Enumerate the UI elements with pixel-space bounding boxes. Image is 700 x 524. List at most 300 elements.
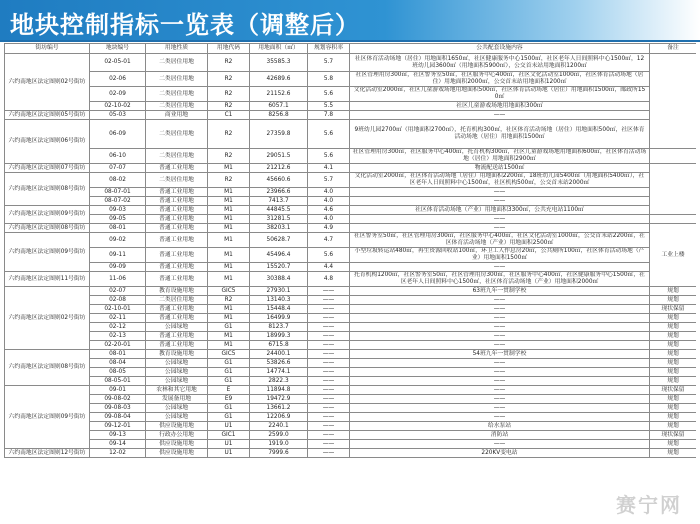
- land-code-cell: M1: [208, 215, 250, 224]
- far-cell: 5.6: [308, 248, 350, 263]
- land-code-cell: G1: [208, 323, 250, 332]
- lot-id-cell: 09-01: [90, 386, 146, 395]
- land-use-cell: 供应设施用地: [146, 422, 208, 431]
- header-street: 街坊编号: [5, 44, 90, 54]
- header-lot: 地块编号: [90, 44, 146, 54]
- land-use-cell: 二类居住用地: [146, 72, 208, 87]
- lot-id-cell: 09-13: [90, 431, 146, 440]
- table-row: [5, 413, 697, 422]
- area-cell: 6715.8: [250, 341, 308, 350]
- land-use-cell: 普通工业用地: [146, 164, 208, 173]
- land-code-cell: U1: [208, 449, 250, 458]
- land-code-cell: G1: [208, 368, 250, 377]
- table-row: [5, 341, 697, 350]
- note-cell: [650, 54, 697, 149]
- area-cell: 7999.6: [250, 449, 308, 458]
- lot-id-cell: 09-05: [90, 215, 146, 224]
- land-use-cell: 公园绿地: [146, 368, 208, 377]
- land-use-cell: 普通工业用地: [146, 224, 208, 233]
- note-cell: 规划: [650, 368, 697, 377]
- note-cell: 规划: [650, 404, 697, 413]
- land-use-cell: 二类居住用地: [146, 54, 208, 72]
- far-cell: ——: [308, 341, 350, 350]
- lot-id-cell: 08-02: [90, 173, 146, 188]
- land-code-cell: M1: [208, 164, 250, 173]
- table-row: [5, 440, 697, 449]
- lot-id-cell: 05-03: [90, 111, 146, 120]
- street-block-cell: 六约南地区法定图则02号街坊: [5, 54, 90, 111]
- lot-id-cell: 09-02: [90, 233, 146, 248]
- table-row: [5, 305, 697, 314]
- note-cell: 规划: [650, 296, 697, 305]
- table-row: [5, 72, 697, 87]
- land-code-cell: M1: [208, 272, 250, 287]
- area-cell: 2822.3: [250, 377, 308, 386]
- table-row: [5, 263, 697, 272]
- table-row: [5, 224, 697, 233]
- facilities-cell: ——: [350, 332, 650, 341]
- land-use-cell: 教育设施用地: [146, 287, 208, 296]
- far-cell: 4.4: [308, 263, 350, 272]
- far-cell: 4.0: [308, 188, 350, 197]
- area-cell: 15448.4: [250, 305, 308, 314]
- note-cell: 规划: [650, 413, 697, 422]
- area-cell: 19472.9: [250, 395, 308, 404]
- street-block-cell: 六约南地区法定图则09号街坊: [5, 206, 90, 224]
- land-code-cell: M1: [208, 332, 250, 341]
- header-land-code: 用地代码: [208, 44, 250, 54]
- facilities-cell: ——: [350, 263, 650, 272]
- facilities-cell: 社区儿童游戏场地用地面积300㎡: [350, 102, 650, 111]
- land-code-cell: M1: [208, 224, 250, 233]
- lot-id-cell: 02-07: [90, 287, 146, 296]
- land-use-cell: 公园绿地: [146, 413, 208, 422]
- facilities-cell: ——: [350, 111, 650, 120]
- note-cell: 规划: [650, 395, 697, 404]
- area-cell: 44845.5: [250, 206, 308, 215]
- table-row: [5, 206, 697, 215]
- land-use-cell: 普通工业用地: [146, 215, 208, 224]
- street-block-cell: 六约南地区法定图则05号街坊: [5, 111, 90, 120]
- note-cell: 规划: [650, 422, 697, 431]
- far-cell: ——: [308, 314, 350, 323]
- table-row: [5, 350, 697, 359]
- land-code-cell: R2: [208, 296, 250, 305]
- table-row: [5, 296, 697, 305]
- lot-id-cell: 06-10: [90, 149, 146, 164]
- area-cell: 8256.8: [250, 111, 308, 120]
- land-use-cell: 普通工业用地: [146, 248, 208, 263]
- facilities-cell: 社区管理用房300㎡，社区服务中心400㎡，托育机构300㎡，社区儿童游戏场地用地面积600㎡，社区体育活动场地（居住）用地面积2900㎡: [350, 149, 650, 164]
- table-row: [5, 54, 697, 72]
- table-row: [5, 422, 697, 431]
- land-use-cell: 普通工业用地: [146, 233, 208, 248]
- land-use-cell: 发展备用地: [146, 395, 208, 404]
- facilities-cell: ——: [350, 314, 650, 323]
- land-code-cell: R2: [208, 102, 250, 111]
- land-use-cell: 普通工业用地: [146, 305, 208, 314]
- land-use-cell: 普通工业用地: [146, 272, 208, 287]
- facilities-cell: 社区体育活动场地（产业）用地面积3300㎡，公共充电站1100㎡: [350, 206, 650, 215]
- area-cell: 35585.3: [250, 54, 308, 72]
- land-use-cell: 二类居住用地: [146, 120, 208, 149]
- land-use-cell: 农林和其它用地: [146, 386, 208, 395]
- table-row: [5, 386, 697, 395]
- facilities-cell: ——: [350, 413, 650, 422]
- far-cell: 7.8: [308, 111, 350, 120]
- note-cell: 现状保留: [650, 386, 697, 395]
- far-cell: 4.0: [308, 197, 350, 206]
- lot-id-cell: 02-12: [90, 323, 146, 332]
- lot-id-cell: 02-08: [90, 296, 146, 305]
- street-block-cell: 六约南地区法定图则07号街坊: [5, 164, 90, 173]
- table-row: [5, 314, 697, 323]
- facilities-cell: ——: [350, 404, 650, 413]
- table-row: [5, 102, 697, 111]
- note-cell: 规划: [650, 350, 697, 359]
- lot-id-cell: 09-08-03: [90, 404, 146, 413]
- lot-id-cell: 06-09: [90, 120, 146, 149]
- facilities-cell: 文化活动室2000㎡，社区体育活动场地（居住）用地面积2200㎡，18班幼儿园5400㎡（用地面积5400㎡），社区老年人日间照料中心1500㎡，社区机构500㎡，公交首末站2000㎡: [350, 173, 650, 188]
- far-cell: ——: [308, 431, 350, 440]
- lot-id-cell: 08-01: [90, 224, 146, 233]
- far-cell: ——: [308, 395, 350, 404]
- table-row: [5, 233, 697, 248]
- area-cell: 11894.8: [250, 386, 308, 395]
- land-code-cell: R2: [208, 72, 250, 87]
- far-cell: 4.8: [308, 272, 350, 287]
- far-cell: 5.6: [308, 87, 350, 102]
- land-code-cell: R2: [208, 173, 250, 188]
- header-far: 规划容积率: [308, 44, 350, 54]
- table-header-row: [5, 44, 697, 54]
- street-block-cell: 六约南地区法定图则11号街坊: [5, 272, 90, 287]
- land-code-cell: M1: [208, 188, 250, 197]
- lot-id-cell: 09-08-04: [90, 413, 146, 422]
- land-code-cell: M1: [208, 233, 250, 248]
- area-cell: 12206.9: [250, 413, 308, 422]
- far-cell: ——: [308, 323, 350, 332]
- area-cell: 50628.7: [250, 233, 308, 248]
- facilities-cell: ——: [350, 440, 650, 449]
- land-code-cell: E: [208, 386, 250, 395]
- far-cell: 5.7: [308, 54, 350, 72]
- land-code-cell: GIC1: [208, 431, 250, 440]
- lot-id-cell: 08-04: [90, 359, 146, 368]
- note-cell: 现状保留: [650, 305, 697, 314]
- facilities-cell: 文化活动室2000㎡，社区儿童游戏场地用地面积500㎡，社区体育活动场地（居住）用地面积1500㎡，邮政所150㎡: [350, 87, 650, 102]
- area-cell: 18999.3: [250, 332, 308, 341]
- table-row: [5, 149, 697, 164]
- area-cell: 45660.6: [250, 173, 308, 188]
- facilities-cell: ——: [350, 224, 650, 233]
- land-use-cell: 二类居住用地: [146, 296, 208, 305]
- lot-id-cell: 02-10-01: [90, 305, 146, 314]
- facilities-cell: ——: [350, 395, 650, 404]
- area-cell: 6057.1: [250, 102, 308, 111]
- area-cell: 27359.8: [250, 120, 308, 149]
- facilities-cell: ——: [350, 377, 650, 386]
- area-cell: 7413.7: [250, 197, 308, 206]
- street-block-cell: 六约南地区法定图则09号街坊: [5, 233, 90, 272]
- facilities-cell: 社区体育活动场地（居住）用地面积1650㎡，社区健康服务中心1500㎡，社区老年人日间照料中心1500㎡，12班幼儿园3600㎡（用地面积5900㎡），公交首末站用地面积1200㎡: [350, 54, 650, 72]
- far-cell: ——: [308, 377, 350, 386]
- facilities-cell: ——: [350, 341, 650, 350]
- table-row: [5, 332, 697, 341]
- land-use-cell: 二类居住用地: [146, 173, 208, 188]
- note-cell: 规划: [650, 440, 697, 449]
- facilities-cell: 社区警务室50㎡，社区管理用房300㎡，社区服务中心400㎡，社区文化活动室1000㎡，公交首末站2200㎡，社区体育活动场地（产业）用地面积2500㎡: [350, 233, 650, 248]
- facilities-cell: 63班九年一贯制学校: [350, 287, 650, 296]
- street-block-cell: 六约南地区法定图则08号街坊: [5, 173, 90, 206]
- far-cell: ——: [308, 359, 350, 368]
- note-cell: 规划: [650, 359, 697, 368]
- table-row: [5, 377, 697, 386]
- table-row: [5, 359, 697, 368]
- table-row: [5, 173, 697, 188]
- land-use-cell: 供应设施用地: [146, 440, 208, 449]
- area-cell: 21212.6: [250, 164, 308, 173]
- area-cell: 53826.6: [250, 359, 308, 368]
- facilities-cell: 220KV变电站: [350, 449, 650, 458]
- table-row: [5, 164, 697, 173]
- area-cell: 31281.5: [250, 215, 308, 224]
- land-use-cell: 普通工业用地: [146, 188, 208, 197]
- lot-id-cell: 09-09: [90, 263, 146, 272]
- far-cell: ——: [308, 332, 350, 341]
- area-cell: 1919.0: [250, 440, 308, 449]
- header-land-use: 用地性质: [146, 44, 208, 54]
- street-block-cell: 六约南地区法定图则12号街坊: [5, 449, 90, 458]
- lot-id-cell: 11-06: [90, 272, 146, 287]
- street-block-cell: 六约南地区法定图则06号街坊: [5, 120, 90, 164]
- land-use-cell: 公园绿地: [146, 359, 208, 368]
- far-cell: 4.7: [308, 233, 350, 248]
- lot-id-cell: 09-12-01: [90, 422, 146, 431]
- facilities-cell: 9班幼儿园2700㎡（用地面积2700㎡），托育机构300㎡，社区体育活动场地（居住）用地面积500㎡，社区体育活动场地（居住）用地面积1500㎡: [350, 120, 650, 149]
- facilities-cell: 小型垃圾转运站480㎡，再生资源回收站100㎡，环卫工人作息房20㎡，公共厕所100㎡，社区体育活动场地（产业）用地面积1500㎡: [350, 248, 650, 263]
- facilities-cell: ——: [350, 197, 650, 206]
- facilities-cell: 托育机构1200㎡，社区警务室50㎡，社区管理用房300㎡，社区服务中心400㎡，社区健康服务中心1500㎡，社区老年人日间照料中心1500㎡，社区体育活动场地（产业）用地面积2000㎡: [350, 272, 650, 287]
- table-row: [5, 287, 697, 296]
- note-cell: 规划: [650, 314, 697, 323]
- far-cell: 4.6: [308, 206, 350, 215]
- table-row: [5, 215, 697, 224]
- land-code-cell: G1: [208, 359, 250, 368]
- far-cell: ——: [308, 350, 350, 359]
- lot-id-cell: 02-11: [90, 314, 146, 323]
- note-cell: 规划: [650, 377, 697, 386]
- table-row: [5, 449, 697, 458]
- land-use-cell: 行政办公用地: [146, 431, 208, 440]
- lot-id-cell: 02-09: [90, 87, 146, 102]
- note-cell: 规划: [650, 341, 697, 350]
- land-code-cell: U1: [208, 440, 250, 449]
- note-cell: 规划: [650, 287, 697, 296]
- lot-id-cell: 08-01: [90, 350, 146, 359]
- lot-id-cell: 12-02: [90, 449, 146, 458]
- land-use-cell: 二类居住用地: [146, 102, 208, 111]
- far-cell: ——: [308, 305, 350, 314]
- land-code-cell: R2: [208, 149, 250, 164]
- area-cell: 38203.1: [250, 224, 308, 233]
- area-cell: 13661.2: [250, 404, 308, 413]
- indicator-table: [4, 43, 696, 458]
- far-cell: 5.8: [308, 72, 350, 87]
- note-cell: 规划: [650, 449, 697, 458]
- header-area: 用地面积（㎡）: [250, 44, 308, 54]
- facilities-cell: ——: [350, 359, 650, 368]
- land-code-cell: G1: [208, 413, 250, 422]
- lot-id-cell: 08-07-01: [90, 188, 146, 197]
- land-code-cell: GIC5: [208, 287, 250, 296]
- lot-id-cell: 09-03: [90, 206, 146, 215]
- note-cell: 工业上楼: [650, 224, 697, 287]
- lot-id-cell: 09-14: [90, 440, 146, 449]
- area-cell: 27930.1: [250, 287, 308, 296]
- far-cell: 4.0: [308, 215, 350, 224]
- land-code-cell: R2: [208, 54, 250, 72]
- area-cell: 16499.9: [250, 314, 308, 323]
- facilities-cell: ——: [350, 368, 650, 377]
- header-facilities: 公共配套设施内容: [350, 44, 650, 54]
- far-cell: ——: [308, 296, 350, 305]
- land-code-cell: R2: [208, 120, 250, 149]
- area-cell: 23966.6: [250, 188, 308, 197]
- land-code-cell: E9: [208, 395, 250, 404]
- far-cell: 5.7: [308, 173, 350, 188]
- area-cell: 14774.1: [250, 368, 308, 377]
- table-row: [5, 120, 697, 149]
- table-row: [5, 248, 697, 263]
- area-cell: 2240.1: [250, 422, 308, 431]
- facilities-cell: 物流配送站1500㎡: [350, 164, 650, 173]
- area-cell: 13140.3: [250, 296, 308, 305]
- land-use-cell: 公园绿地: [146, 377, 208, 386]
- land-code-cell: M1: [208, 314, 250, 323]
- facilities-cell: ——: [350, 323, 650, 332]
- land-use-cell: 公园绿地: [146, 404, 208, 413]
- far-cell: 5.6: [308, 120, 350, 149]
- table-row: [5, 395, 697, 404]
- area-cell: 2599.0: [250, 431, 308, 440]
- page-title: 地块控制指标一览表（调整后）: [10, 11, 360, 39]
- area-cell: 8123.7: [250, 323, 308, 332]
- facilities-cell: 54班九年一贯制学校: [350, 350, 650, 359]
- land-code-cell: M1: [208, 263, 250, 272]
- far-cell: 4.9: [308, 224, 350, 233]
- lot-id-cell: 02-05-01: [90, 54, 146, 72]
- land-code-cell: G1: [208, 404, 250, 413]
- area-cell: 42689.6: [250, 72, 308, 87]
- facilities-cell: 社区管理用房300㎡，社区警务室50㎡，社区服务中心400㎡，社区文化活动室1000㎡，社区体育活动场地（居住）用地面积2000㎡，公交首末站用地面积1200㎡: [350, 72, 650, 87]
- lot-id-cell: 09-11: [90, 248, 146, 263]
- area-cell: 24400.1: [250, 350, 308, 359]
- lot-id-cell: 02-06: [90, 72, 146, 87]
- far-cell: ——: [308, 386, 350, 395]
- far-cell: ——: [308, 422, 350, 431]
- far-cell: ——: [308, 413, 350, 422]
- note-cell: 现状保留: [650, 431, 697, 440]
- note-cell: [650, 164, 697, 215]
- facilities-cell: ——: [350, 386, 650, 395]
- land-code-cell: R2: [208, 87, 250, 102]
- banner-divider: [0, 40, 700, 42]
- far-cell: 4.1: [308, 164, 350, 173]
- area-cell: 21152.6: [250, 87, 308, 102]
- note-cell: 规划: [650, 323, 697, 332]
- street-block-cell: 六约南地区法定图则08号街坊: [5, 350, 90, 386]
- land-use-cell: 普通工业用地: [146, 197, 208, 206]
- area-cell: 45496.4: [250, 248, 308, 263]
- far-cell: ——: [308, 287, 350, 296]
- street-block-cell: 六约南地区法定图则08号街坊: [5, 224, 90, 233]
- watermark-text: 赛宁网: [616, 493, 682, 517]
- lot-id-cell: 02-10-02: [90, 102, 146, 111]
- facilities-cell: 给水泵站: [350, 422, 650, 431]
- lot-id-cell: 08-05-01: [90, 377, 146, 386]
- land-code-cell: M1: [208, 341, 250, 350]
- land-code-cell: G1: [208, 377, 250, 386]
- lot-id-cell: 02-20-01: [90, 341, 146, 350]
- table-row: [5, 87, 697, 102]
- area-cell: 30388.4: [250, 272, 308, 287]
- far-cell: ——: [308, 449, 350, 458]
- note-cell: 规划: [650, 332, 697, 341]
- lot-id-cell: 02-13: [90, 332, 146, 341]
- land-code-cell: GIC5: [208, 350, 250, 359]
- table-row: [5, 368, 697, 377]
- land-use-cell: 教育设施用地: [146, 350, 208, 359]
- table-row: [5, 197, 697, 206]
- indicator-table-container: [4, 43, 696, 524]
- table-row: [5, 111, 697, 120]
- land-use-cell: 供应设施用地: [146, 449, 208, 458]
- area-cell: 15520.7: [250, 263, 308, 272]
- land-code-cell: M1: [208, 206, 250, 215]
- land-code-cell: M1: [208, 305, 250, 314]
- facilities-cell: ——: [350, 215, 650, 224]
- land-code-cell: M1: [208, 197, 250, 206]
- land-use-cell: 普通工业用地: [146, 314, 208, 323]
- lot-id-cell: 09-08-02: [90, 395, 146, 404]
- land-use-cell: 普通工业用地: [146, 206, 208, 215]
- land-use-cell: 普通工业用地: [146, 332, 208, 341]
- street-block-cell: 六约南地区法定图则02号街坊: [5, 287, 90, 350]
- area-cell: 29051.5: [250, 149, 308, 164]
- lot-id-cell: 08-07-02: [90, 197, 146, 206]
- far-cell: ——: [308, 404, 350, 413]
- table-body: [5, 54, 697, 458]
- far-cell: ——: [308, 368, 350, 377]
- table-row: [5, 188, 697, 197]
- land-use-cell: 二类居住用地: [146, 149, 208, 164]
- facilities-cell: ——: [350, 305, 650, 314]
- table-row: [5, 323, 697, 332]
- land-code-cell: C1: [208, 111, 250, 120]
- header-note: 备注: [650, 44, 697, 54]
- land-code-cell: M1: [208, 248, 250, 263]
- lot-id-cell: 08-05: [90, 368, 146, 377]
- far-cell: 5.6: [308, 149, 350, 164]
- far-cell: ——: [308, 440, 350, 449]
- facilities-cell: 消防站: [350, 431, 650, 440]
- lot-id-cell: 07-07: [90, 164, 146, 173]
- table-row: [5, 431, 697, 440]
- land-use-cell: 普通工业用地: [146, 263, 208, 272]
- table-row: [5, 272, 697, 287]
- land-code-cell: U1: [208, 422, 250, 431]
